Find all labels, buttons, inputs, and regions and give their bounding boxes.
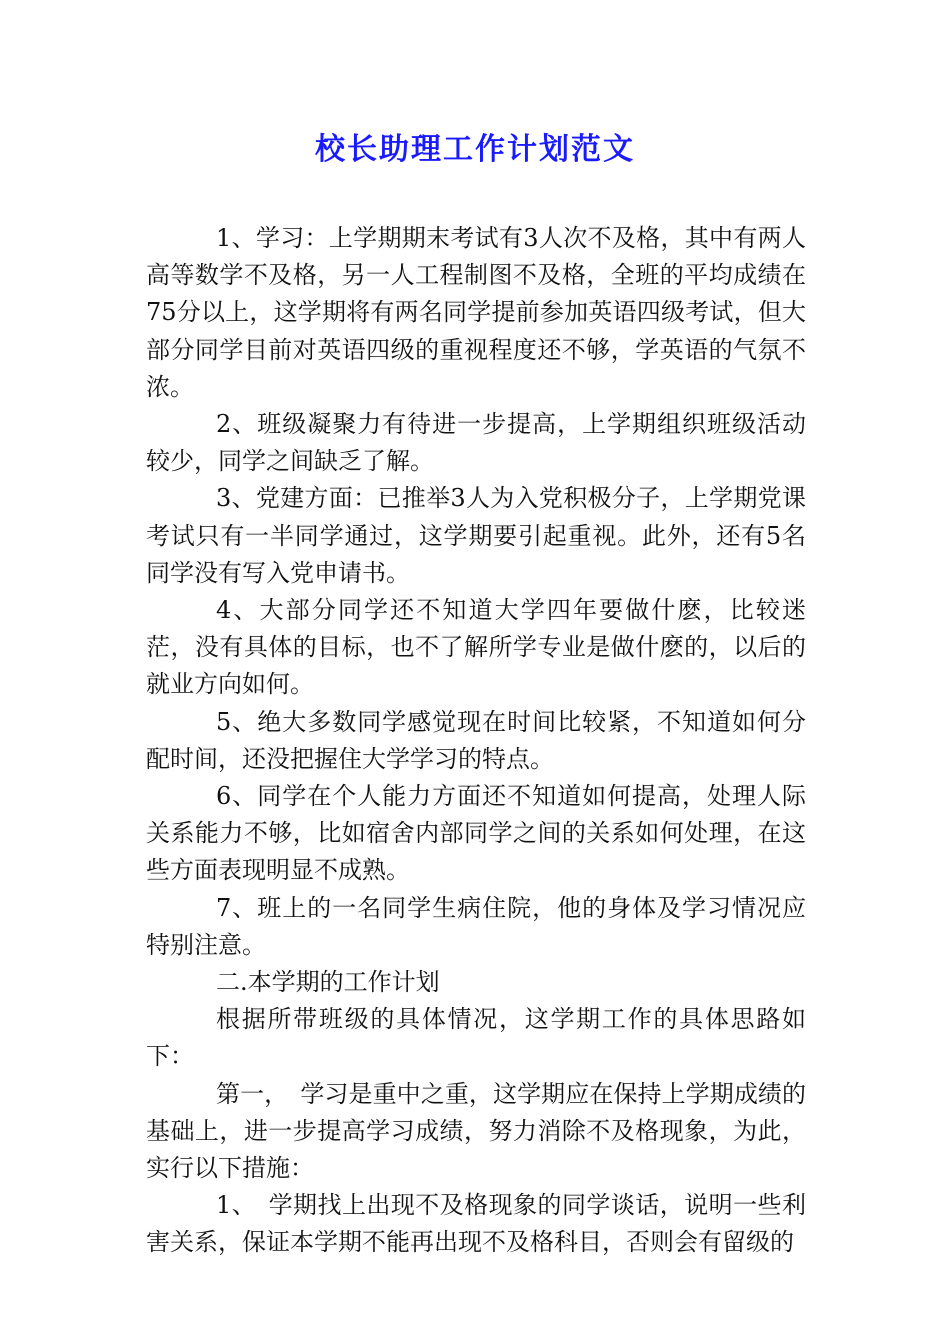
paragraph: 根据所带班级的具体情况，这学期工作的具体思路如下： [146,1005,806,1071]
paragraph: 1、 学期找上出现不及格现象的同学谈话，说明一些利害关系，保证本学期不能再出现不及格科目，否则会有留级的 [146,1191,806,1257]
section-heading: 二.本学期的工作计划 [216,968,440,997]
paragraph: 3、党建方面：已推举3人为入党积极分子，上学期党课考试只有一半同学通过，这学期要引起重视。此外，还有5名同学没有写入党申请书。 [146,484,806,587]
paragraph: 1、学习：上学期期末考试有3人次不及格，其中有两人高等数学不及格，另一人工程制图不及格，全班的平均成绩在75分以上，这学期将有两名同学提前参加英语四级考试，但大部分同学目前对英语四级的重视程度还不够，学英语的气氛不浓。 [146,224,806,401]
document-body [146,220,806,1262]
paragraph: 4、大部分同学还不知道大学四年要做什麽，比较迷茫，没有具体的目标，也不了解所学专业是做什麽的，以后的就业方向如何。 [146,596,806,699]
paragraph: 2、班级凝聚力有待进一步提高，上学期组织班级活动较少，同学之间缺乏了解。 [146,410,806,476]
paragraph: 第一， 学习是重中之重，这学期应在保持上学期成绩的基础上，进一步提高学习成绩，努力消除不及格现象，为此，实行以下措施： [146,1079,806,1183]
document-title: 校长助理工作计划范文 [315,132,635,167]
paragraph: 7、班上的一名同学生病住院，他的身体及学习情况应特别注意。 [146,893,806,959]
paragraph: 5、绝大多数同学感觉现在时间比较紧，不知道如何分配时间，还没把握住大学学习的特点。 [146,707,806,773]
paragraph: 6、同学在个人能力方面还不知道如何提高，处理人际关系能力不够，比如宿舍内部同学之间的关系如何处理，在这些方面表现明显不成熟。 [146,782,806,885]
